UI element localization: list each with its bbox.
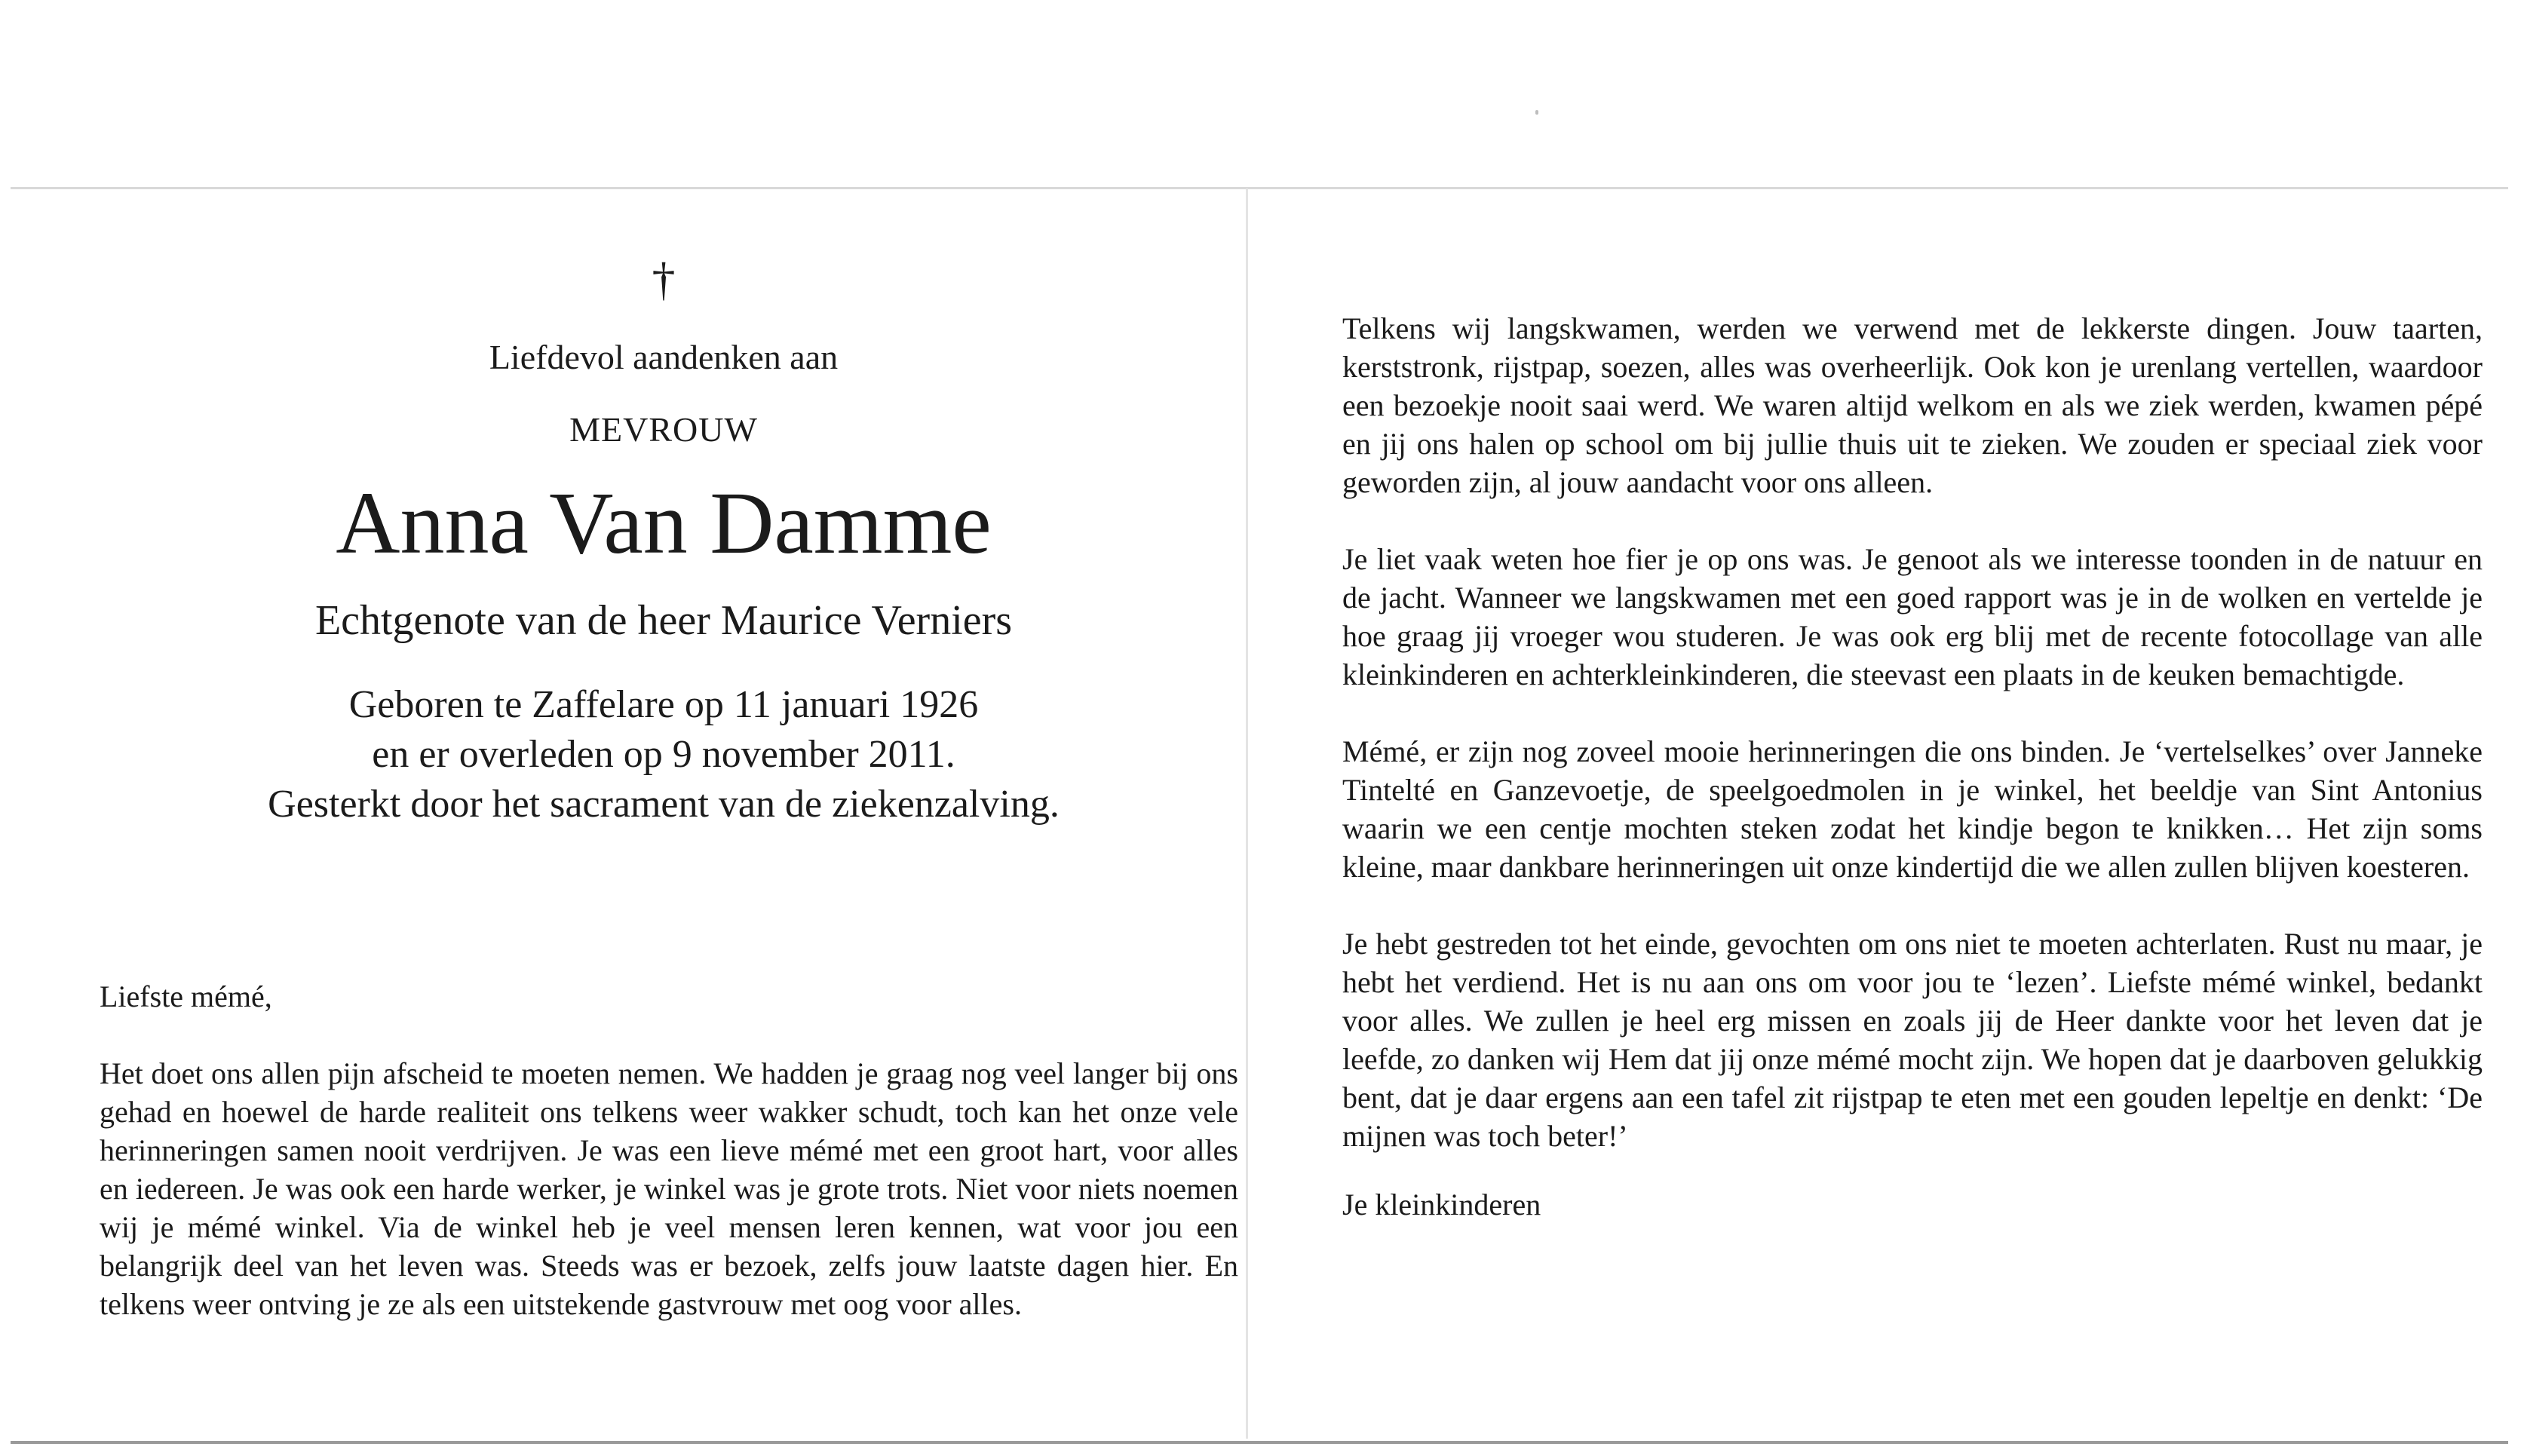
death-line: en er overleden op 9 november 2011. xyxy=(372,733,955,776)
sacrament-line: Gesterkt door het sacrament van de ziekenzalving. xyxy=(268,783,1060,826)
spouse-line: Echtgenote van de heer Maurice Verniers xyxy=(314,597,1013,644)
life-details xyxy=(211,680,1116,829)
cross-icon: † xyxy=(652,254,676,305)
letter-paragraph: Je hebt gestreden tot het einde, gevochten om ons niet te moeten achterlaten. Rust nu maar, je hebt het verdiend. Het is nu aan ons om voor jou te ‘lezen’. Liefste mémé winkel, bedankt voor alles. We zullen je heel erg missen en zoals jij de Heer dankte voor het leven dat je leefde, zo danken wij Hem dat jij onze mémé mocht zijn. We hopen dat je daarboven gelukkig bent, dat je daar ergens aan een tafel zit rijstpap te eten met een gouden lepeltje en denkt: ‘De mijnen was toch beter!’ xyxy=(1342,927,2483,1153)
paper-speck xyxy=(1535,110,1538,115)
letter-paragraph: Het doet ons allen pijn afscheid te moeten nemen. We hadden je graag nog veel langer bij ons gehad en hoewel de harde realiteit ons telkens weer wakker schudt, toch kan het onze vele herinneringen samen nooit verdrijven. Je was een lieve mémé met een groot hart, voor alles en iedereen. Je was ook een harde werker, je winkel was je grote trots. Niet voor niets noemen wij je mémé winkel. Via de winkel heb je veel mensen leren kennen, wat voor jou een belangrijk deel van het leven was. Steeds was er bezoek, zelfs jouw laatste dagen hier. En telkens weer ontving je ze als een uitstekende gastvrouw met oog voor alles. xyxy=(100,1056,1238,1321)
card-header xyxy=(211,256,1116,829)
letter-greeting: Liefste mémé, xyxy=(100,979,272,1013)
letter-signature: Je kleinkinderen xyxy=(1342,1188,1541,1222)
letter-left-column xyxy=(100,977,1238,1323)
birth-line: Geboren te Zaffelare op 11 januari 1926 xyxy=(348,683,979,726)
letter-paragraph: Je liet vaak weten hoe fier je op ons was. Je genoot als we interesse toonden in de natuur en de jacht. Wanneer we langskwamen met een goed rapport was je in de wolken en vertelde je hoe graag jij vroeger wou studeren. Je was ook erg blij met de recente fotocollage van alle kleinkinderen en achterkleinkinderen, die steevast een plaats in de keuken bemachtigde. xyxy=(1342,542,2483,691)
letter-paragraph: Telkens wij langskwamen, werden we verwend met de lekkerste dingen. Jouw taarten, kerststronk, rijstpap, soezen, alles was overheerlijk. Ook kon je urenlang vertellen, waardoor een bezoekje nooit saai werd. We waren altijd welkom en als we ziek werden, kwamen pépé en jij ons halen op school om bij jullie thuis uit te zieken. We zouden er speciaal ziek voor geworden zijn, al jouw aandacht voor ons alleen. xyxy=(1342,311,2483,499)
letter-paragraph: Mémé, er zijn nog zoveel mooie herinneringen die ons binden. Je ‘vertelselkes’ over Janneke Tintelté en Ganzevoetje, de speelgoedmolen in je winkel, het beeldje van Sint Antonius waarin we een centje mochten steken zodat het kindje begon te knikken… Het zijn soms kleine, maar dankbare herinneringen uit onze kindertijd die we allen zullen blijven koesteren. xyxy=(1342,734,2483,884)
card-fold-line xyxy=(1246,189,1248,1439)
deceased-name: Anna Van Damme xyxy=(336,474,992,572)
letter-right-column xyxy=(1342,309,2483,1224)
honorific-title: MEVROUW xyxy=(569,410,758,449)
intro-line: Liefdevol aandenken aan xyxy=(489,338,839,376)
